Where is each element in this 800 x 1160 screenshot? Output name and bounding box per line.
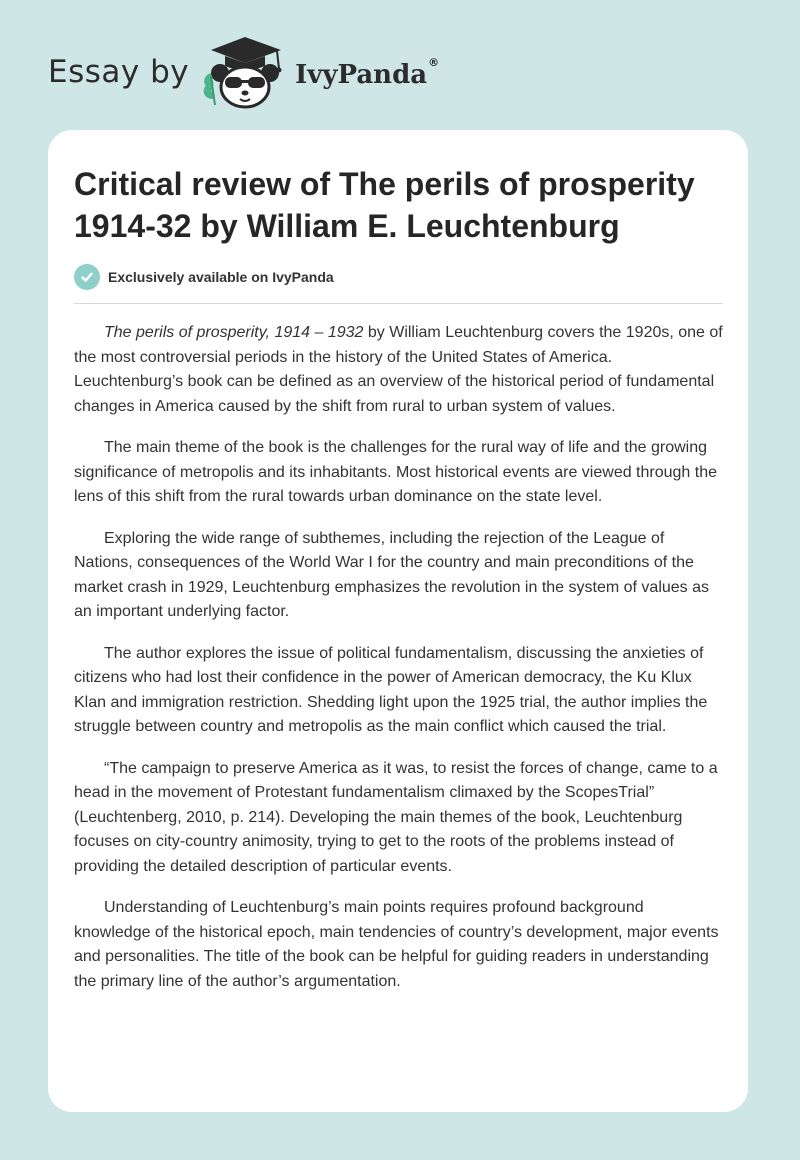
essay-title: Critical review of The perils of prosperity 1914-32 by William E. Leuchtenburg	[74, 166, 695, 244]
checkmark-icon	[80, 270, 94, 284]
paragraph-6: Understanding of Leuchtenburg’s main points requires profound background knowledge of the historical epoch, main tendencies of country’s development, major events and personalities. The title of the book can be helpful for guiding readers in understanding the primary line of the author’s argumentation.	[74, 899, 719, 990]
divider	[74, 303, 723, 304]
book-title-italic: The perils of prosperity, 1914 – 1932	[104, 324, 364, 341]
paragraph-5: “The campaign to preserve America as it was, to resist the forces of change, came to a head in the movement of Protestant fundamentalism climaxed by the ScopesTrial” (Leuchtenberg, 2010, p. 214). Developing the main themes of the book, Leuchtenburg focuses on city-country animosity, trying to get to the roots of the problems instead of providing the detailed description of particular events.	[74, 759, 718, 875]
paragraph-1	[74, 321, 724, 419]
site-header	[48, 32, 439, 112]
paragraph-2: The main theme of the book is the challenges for the rural way of life and the growing significance of metropolis and its inhabitants. Most historical events are viewed through the lens of this shift from the rural towards urban dominance on the state level.	[74, 439, 718, 505]
paragraph-1-text: by William Leuchtenburg covers the 1920s, one of the most controversial periods in the history of the United States of America. Leuchtenburg’s book can be defined as an overview of the historical period of fundamental changes in America caused by the shift from rural to urban system of values.	[74, 324, 723, 415]
paragraph-3: Exploring the wide range of subthemes, including the rejection of the League of Nations, consequences of the World War I for the country and main preconditions of the market crash in 1929, Leuchtenburg emphasizes the revolution in the system of values as an important underlying factor.	[74, 529, 710, 620]
brand-name[interactable]	[295, 56, 440, 90]
essay-card	[48, 130, 748, 1112]
badge-label: Exclusively available on IvyPanda	[108, 269, 334, 285]
essay-body	[74, 321, 724, 1011]
registered-mark: ®	[428, 56, 440, 69]
panda-graduate-logo-icon[interactable]	[197, 33, 293, 111]
brand-name-text: IvyPanda	[295, 60, 428, 90]
exclusive-badge	[74, 264, 334, 290]
brand-prefix: Essay by	[48, 54, 190, 90]
paragraph-4: The author explores the issue of political fundamentalism, discussing the anxieties of citizens who had lost their confidence in the power of American democracy, the Ku Klux Klan and immigration restriction. Shedding light upon the 1925 trial, the author implies the struggle between country and metropolis as the main conflict which caused the trial.	[74, 644, 708, 735]
check-circle-icon	[74, 264, 100, 290]
